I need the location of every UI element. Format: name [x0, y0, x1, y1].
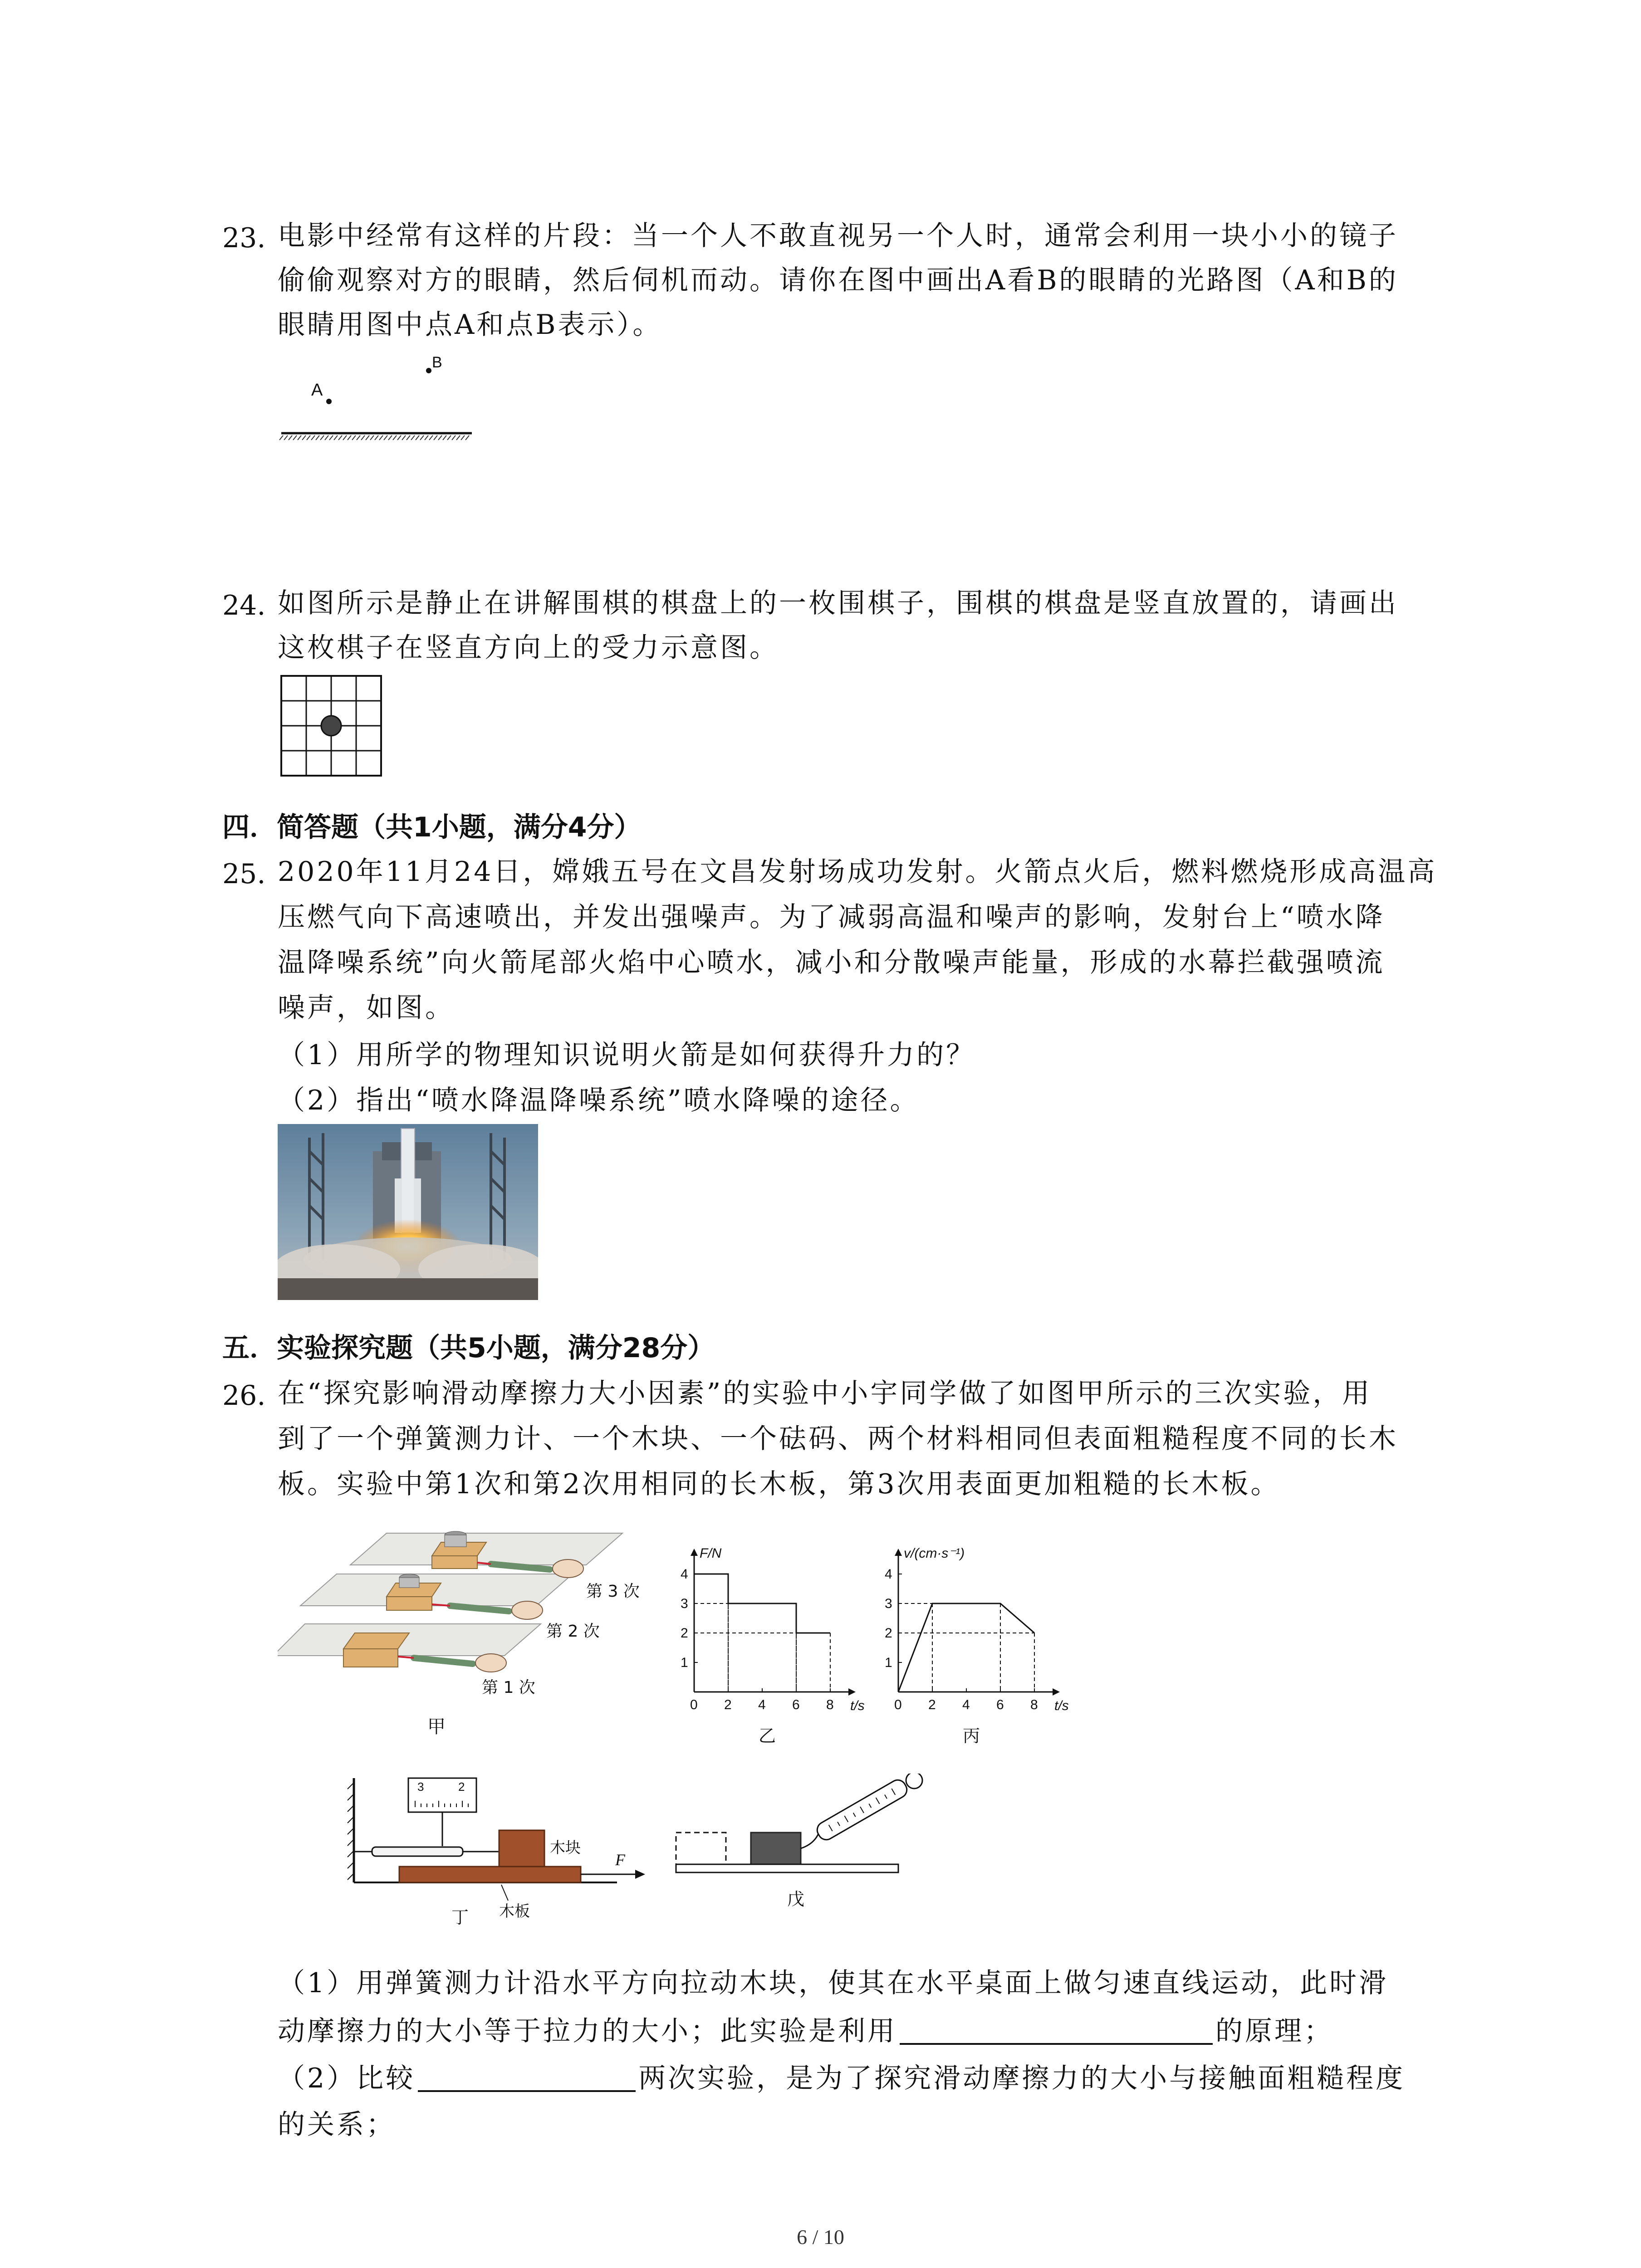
wood-block — [499, 1830, 544, 1867]
question-text-line: 温降噪系统”向火箭尾部火焰中心喷水，减小和分散噪声能量，形成的水幕拦截强喷流 — [278, 947, 1385, 978]
sub-question: 的关系； — [278, 2109, 396, 2141]
x-tick-label: 0 — [690, 1697, 698, 1712]
x-tick-label: 0 — [894, 1697, 902, 1712]
sub-question-text: 动摩擦力的大小等于拉力的大小；此实验是利用 — [278, 2015, 897, 2047]
section-title: 五．实验探究题（共5小题，满分28分） — [222, 1332, 715, 1364]
y-tick-label: 2 — [885, 1626, 892, 1641]
sub-question: （1）用所学的物理知识说明火箭是如何获得升力的？ — [278, 1039, 976, 1071]
x-tick-label: 8 — [826, 1697, 834, 1712]
figure-caption: 乙 — [759, 1727, 776, 1746]
question-text-line: 这枚棋子在竖直方向上的受力示意图。 — [278, 632, 779, 664]
mirror-figure — [272, 349, 481, 449]
answer-blank-principle[interactable] — [900, 2018, 1213, 2045]
rocket-launch-photo — [278, 1124, 538, 1300]
question-text-line: 压燃气向下高速喷出，并发出强噪声。为了减弱高温和噪声的影响，发射台上“喷水降 — [278, 901, 1385, 933]
figure-caption: 甲 — [427, 1716, 446, 1737]
question-text-line: 噪声，如图。 — [278, 992, 455, 1024]
sub-question: （1）用弹簧测力计沿水平方向拉动木块，使其在水平桌面上做匀速直线运动，此时滑 — [278, 1967, 1389, 1999]
section-title: 四．简答题（共1小题，满分4分） — [222, 811, 642, 843]
x-tick-label: 2 — [724, 1697, 732, 1712]
question-number: 23. — [222, 222, 266, 254]
y-tick-label: 3 — [885, 1596, 892, 1611]
x-tick-label: 4 — [758, 1697, 766, 1712]
mirror-hatching — [279, 435, 469, 440]
question-text-line: 板。实验中第1次和第2次用相同的长木板，第3次用表面更加粗糙的长木板。 — [278, 1468, 1280, 1500]
question-number: 25. — [222, 858, 266, 890]
board-label: 木板 — [499, 1902, 530, 1921]
x-axis-arrow — [848, 1688, 856, 1696]
board-surface — [676, 1864, 898, 1872]
y-tick-label: 1 — [681, 1655, 688, 1670]
x-axis-label: t/s — [1054, 1698, 1069, 1713]
weight-trial3 — [445, 1531, 466, 1547]
figure-caption: 丁 — [451, 1907, 469, 1927]
block-label: 木块 — [550, 1839, 581, 1857]
x-axis-arrow — [1053, 1688, 1060, 1696]
figure-wu-setup — [671, 1774, 926, 1910]
block-initial-dashed — [676, 1833, 726, 1864]
figure-caption: 戊 — [787, 1889, 805, 1909]
page-number: 6 / 10 — [797, 2225, 844, 2248]
trial2-label: 第 2 次 — [546, 1622, 600, 1641]
y-tick-label: 3 — [681, 1596, 688, 1611]
weight-trial2 — [399, 1574, 419, 1588]
question-text-line: 偷偷观察对方的眼睛，然后伺机而动。请你在图中画出A看B的眼睛的光路图（A和B的 — [278, 264, 1398, 296]
go-board-figure — [279, 673, 387, 782]
block-moved — [751, 1833, 801, 1864]
scale-mark: 2 — [458, 1780, 465, 1794]
x-tick-label: 6 — [996, 1697, 1004, 1712]
x-tick-label: 4 — [962, 1697, 970, 1712]
y-tick-label: 1 — [885, 1655, 892, 1670]
question-number: 26. — [222, 1380, 266, 1412]
sub-question-text: 的原理； — [1215, 2015, 1333, 2047]
y-tick-label: 4 — [681, 1567, 688, 1582]
scale-mark: 3 — [417, 1780, 424, 1794]
question-text-line: 如图所示是静止在讲解围棋的棋盘上的一枚围棋子，围棋的棋盘是竖直放置的，请画出 — [278, 587, 1398, 619]
trial1-label: 第 1 次 — [482, 1678, 535, 1697]
sub-question: （2）指出“喷水降温降噪系统”喷水降噪的途径。 — [278, 1085, 920, 1116]
question-text-line: 2020年11月24日，嫦娥五号在文昌发射场成功发射。火箭点火后，燃料燃烧形成高温高 — [278, 856, 1437, 888]
figure-ding-setup — [345, 1769, 662, 1937]
x-tick-label: 6 — [792, 1697, 800, 1712]
sub-question-text: 两次实验，是为了探究滑动摩擦力的大小与接触面粗糙程度 — [638, 2063, 1406, 2094]
chart-bing-velocity-time — [880, 1538, 1089, 1746]
y-axis-label: F/N — [700, 1546, 722, 1561]
y-axis-arrow — [895, 1549, 902, 1556]
y-axis-label: v/(cm·s⁻¹) — [904, 1546, 965, 1561]
question-number: 24. — [222, 590, 266, 621]
chart-yi-force-time — [676, 1538, 885, 1746]
figure-caption: 丙 — [963, 1727, 980, 1746]
question-text-line: 电影中经常有这样的片段：当一个人不敢直视另一个人时，通常会利用一块小小的镜子 — [278, 220, 1398, 252]
question-text-line: 到了一个弹簧测力计、一个木块、一个砝码、两个材料相同但表面粗糙程度不同的长木 — [278, 1423, 1398, 1455]
y-axis-arrow — [691, 1549, 698, 1556]
force-label: F — [615, 1851, 625, 1869]
sub-question — [278, 2015, 1333, 2047]
point-a-marker — [326, 399, 332, 404]
trial3-label: 第 3 次 — [586, 1582, 640, 1601]
x-axis-label: t/s — [850, 1698, 865, 1713]
figure-jia-three-trials — [278, 1520, 659, 1746]
wood-board — [399, 1867, 581, 1882]
spring-scale-tilted — [814, 1777, 910, 1843]
sub-question — [278, 2065, 1405, 2092]
x-tick-label: 2 — [928, 1697, 936, 1712]
answer-blank-compare[interactable] — [418, 2065, 636, 2092]
point-b-label: B — [432, 354, 442, 371]
sub-question-text: （2）比较 — [278, 2063, 416, 2094]
point-a-label: A — [311, 381, 323, 400]
question-text-line: 在“探究影响滑动摩擦力大小因素”的实验中小宇同学做了如图甲所示的三次实验，用 — [278, 1378, 1372, 1409]
go-stone — [321, 716, 341, 736]
point-b-marker — [426, 368, 431, 373]
spring-scale — [372, 1847, 463, 1856]
series-line — [898, 1603, 1034, 1692]
y-tick-label: 4 — [885, 1567, 892, 1582]
x-tick-label: 8 — [1030, 1697, 1038, 1712]
question-text-line: 眼睛用图中点A和点B表示）。 — [278, 309, 662, 341]
y-tick-label: 2 — [681, 1626, 688, 1641]
